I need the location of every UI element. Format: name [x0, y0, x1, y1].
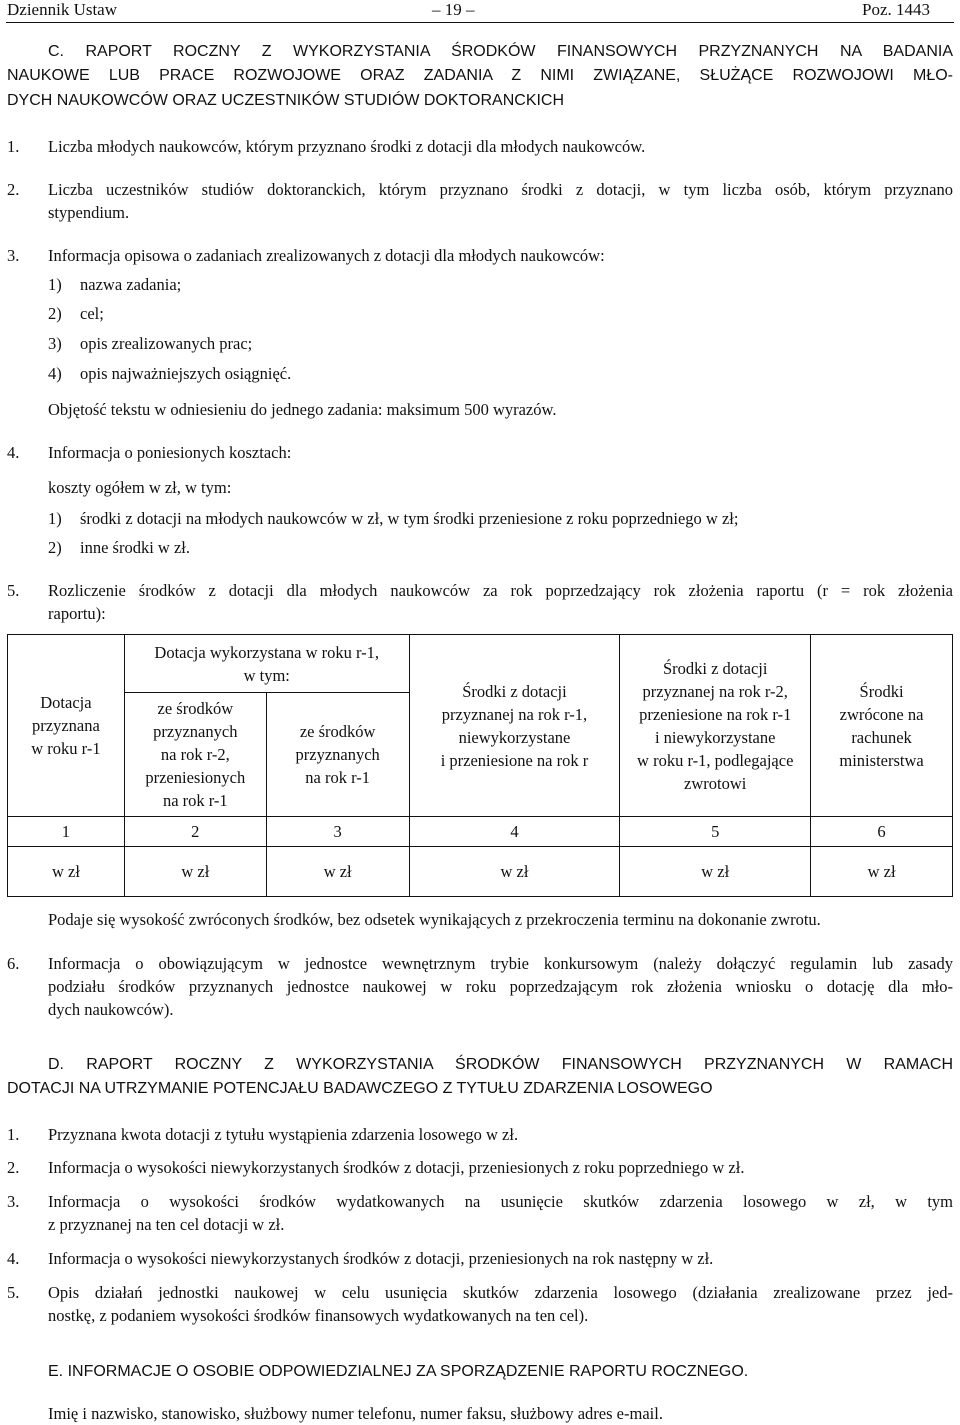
item-number: 2.	[7, 1158, 20, 1177]
item-text-line-3: dych naukowców).	[48, 1000, 174, 1019]
item-text-line-2: podziału środków przyznanych jednostce naukowej w roku poprzedzającym rok złożenia wniosku o dotację dla mło-	[48, 977, 953, 996]
item-text-line-1: Rozliczenie środków z dotacji dla młodych naukowców za rok poprzedzający rok złożenia raportu (r = rok złożenia	[48, 581, 953, 600]
item-text-line-1: Opis działań jednostki naukowej w celu usunięcia skutków zdarzenia losowego (działania zrealizowane przez jed-	[48, 1283, 953, 1302]
column-number: 5	[620, 817, 811, 847]
unit-cell: w zł	[409, 847, 620, 897]
item-text: Informacja o wysokości niewykorzystanych środków z dotacji, przeniesionych na rok następny w zł.	[48, 1249, 714, 1268]
item-text-line-1: Informacja o wysokości środków wydatkowanych na usunięcie skutków zdarzenia losowego w zł, w tym	[48, 1192, 953, 1211]
header-granted: Dotacja przyznana w roku r-1	[8, 635, 125, 817]
settlement-table	[7, 634, 953, 897]
item-text-line-2: z przyznanej na ten cel dotacji w zł.	[48, 1215, 285, 1234]
subitem-number: 1)	[48, 275, 62, 294]
header-unused-transferred: Środki z dotacji przyznanej na rok r-1, niewykorzystane i przeniesione na rok r	[409, 635, 620, 817]
item-text: Informacja opisowa o zadaniach zrealizowanych z dotacji dla młodych naukowców:	[48, 246, 605, 265]
column-number: 1	[8, 817, 125, 847]
subheader-prior-year: ze środków przyznanych na rok r-2, przeniesionych na rok r-1	[124, 693, 266, 817]
subitem-number: 2)	[48, 538, 62, 557]
item-text: Liczba młodych naukowców, którym przyznano środki z dotacji dla młodych naukowców.	[48, 137, 646, 156]
column-number: 2	[124, 817, 266, 847]
item-text: Informacja o wysokości niewykorzystanych środków z dotacji, przeniesionych z roku poprzedniego w zł.	[48, 1158, 745, 1177]
section-c-title-line-2: NAUKOWE LUB PRACE ROZWOJOWE ORAZ ZADANIA Z NIMI ZWIĄZANE, SŁUŻĄCE ROZWOJOWI MŁO-	[7, 67, 953, 84]
section-d-title-line-1: D. RAPORT ROCZNY Z WYKORZYSTANIA ŚRODKÓW FINANSOWYCH PRZYZNANYCH W RAMACH	[48, 1056, 953, 1073]
subitem-text: nazwa zadania;	[80, 275, 182, 294]
subheader-current-year: ze środków przyznanych na rok r-1	[266, 693, 409, 817]
item-text: Przyznana kwota dotacji z tytułu wystąpienia zdarzenia losowego w zł.	[48, 1125, 519, 1144]
unit-cell: w zł	[124, 847, 266, 897]
header-to-return: Środki z dotacji przyznanej na rok r-2, przeniesione na rok r-1 i niewykorzystane w roku r-1, podlegające zwrotowi	[620, 635, 811, 817]
item-text-line-2: nostkę, z podaniem wysokości środków finansowych wydatkowanych na ten cel).	[48, 1306, 589, 1325]
page-number: – 19 –	[432, 0, 475, 19]
table-row	[8, 817, 953, 847]
table-row	[8, 847, 953, 897]
item-number: 2.	[7, 180, 20, 199]
item-text-line-2: raportu):	[48, 604, 106, 623]
column-number: 4	[409, 817, 620, 847]
table-note: Podaje się wysokość zwróconych środków, bez odsetek wynikających z przekroczenia terminu na dokonanie zwrotu.	[48, 910, 821, 929]
unit-cell: w zł	[620, 847, 811, 897]
section-e-title: E. INFORMACJE O OSOBIE ODPOWIEDZIALNEJ ZA SPORZĄDZENIE RAPORTU ROCZNEGO.	[48, 1363, 749, 1380]
item-number: 1.	[7, 137, 20, 156]
section-c-title-line-3: DYCH NAUKOWCÓW ORAZ UCZESTNIKÓW STUDIÓW DOKTORANCKICH	[7, 92, 565, 109]
unit-cell: w zł	[266, 847, 409, 897]
subitem-text: opis zrealizowanych prac;	[80, 334, 253, 353]
section-e-text: Imię i nazwisko, stanowisko, służbowy numer telefonu, numer faksu, służbowy adres e-mail.	[48, 1404, 663, 1423]
subitem-text: inne środki w zł.	[80, 538, 190, 557]
item-number: 5.	[7, 1283, 20, 1302]
unit-cell: w zł	[8, 847, 125, 897]
header-used-group: Dotacja wykorzystana w roku r-1, w tym:	[124, 635, 409, 693]
item-number: 1.	[7, 1125, 20, 1144]
item-text-line-1: Informacja o obowiązującym w jednostce wewnętrznym trybie konkursowym (należy dołączyć regulamin lub zasady	[48, 954, 953, 973]
column-number: 3	[266, 817, 409, 847]
item-number: 3.	[7, 246, 20, 265]
item-number: 4.	[7, 443, 20, 462]
item-text-line-1: Liczba uczestników studiów doktoranckich, którym przyznano środki z dotacji, w tym liczba osób, którym przyznano	[48, 180, 953, 199]
subitem-text: cel;	[80, 304, 104, 323]
subitem-number: 1)	[48, 509, 62, 528]
costs-total: koszty ogółem w zł, w tym:	[48, 478, 232, 497]
subitem-number: 2)	[48, 304, 62, 323]
item-note: Objętość tekstu w odniesieniu do jednego zadania: maksimum 500 wyrazów.	[48, 400, 557, 419]
journal-title: Dziennik Ustaw	[7, 0, 118, 19]
item-text: Informacja o poniesionych kosztach:	[48, 443, 292, 462]
item-number: 3.	[7, 1192, 20, 1211]
subitem-number: 3)	[48, 334, 62, 353]
section-d-title-line-2: DOTACJI NA UTRZYMANIE POTENCJAŁU BADAWCZEGO Z TYTUŁU ZDARZENIA LOSOWEGO	[7, 1080, 713, 1097]
item-number: 5.	[7, 581, 20, 600]
position-number: Poz. 1443	[862, 0, 930, 19]
subitem-number: 4)	[48, 364, 62, 383]
header-rule	[6, 22, 954, 23]
subitem-text: opis najważniejszych osiągnięć.	[80, 364, 292, 383]
section-c-title-line-1: C. RAPORT ROCZNY Z WYKORZYSTANIA ŚRODKÓW FINANSOWYCH PRZYZNANYCH NA BADANIA	[48, 43, 953, 60]
item-number: 4.	[7, 1249, 20, 1268]
column-number: 6	[811, 817, 953, 847]
header-returned: Środki zwrócone na rachunek ministerstwa	[811, 635, 953, 817]
item-number: 6.	[7, 954, 20, 973]
unit-cell: w zł	[811, 847, 953, 897]
item-text-line-2: stypendium.	[48, 203, 130, 222]
subitem-text: środki z dotacji na młodych naukowców w zł, w tym środki przeniesione z roku poprzedniego w zł;	[80, 509, 739, 528]
